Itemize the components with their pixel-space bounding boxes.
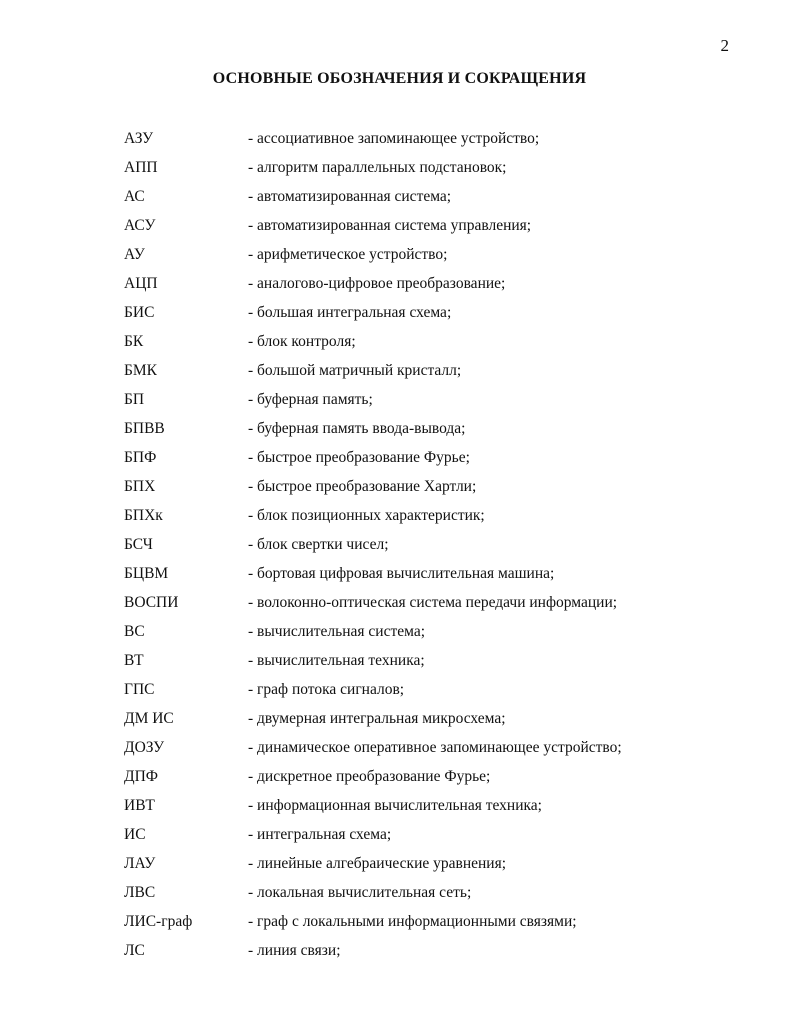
abbreviation-term: БМК — [124, 361, 158, 379]
abbreviation-term: ГПС — [124, 680, 155, 698]
abbreviation-row — [124, 588, 724, 617]
abbreviation-term: ВТ — [124, 651, 144, 669]
abbreviation-row — [124, 791, 724, 820]
page-title: ОСНОВНЫЕ ОБОЗНАЧЕНИЯ И СОКРАЩЕНИЯ — [212, 70, 587, 87]
abbreviation-term: ИС — [124, 825, 146, 843]
abbreviation-definition: - большой матричный кристалл; — [248, 361, 462, 379]
abbreviation-term: ДПФ — [124, 767, 159, 785]
abbreviation-definition: - алгоритм параллельных подстановок; — [248, 158, 507, 176]
abbreviation-definition: - граф потока сигналов; — [248, 680, 405, 698]
abbreviation-row — [124, 327, 724, 356]
abbreviation-row — [124, 559, 724, 588]
abbreviation-row — [124, 762, 724, 791]
abbreviation-definition: - двумерная интегральная микросхема; — [248, 709, 506, 727]
abbreviation-definition: - автоматизированная система управления; — [248, 216, 532, 234]
abbreviation-row — [124, 646, 724, 675]
abbreviation-row — [124, 849, 724, 878]
abbreviation-row — [124, 530, 724, 559]
abbreviation-row — [124, 182, 724, 211]
abbreviation-definition: - блок контроля; — [248, 332, 356, 350]
abbreviation-row — [124, 443, 724, 472]
abbreviation-definition: - арифметическое устройство; — [248, 245, 448, 263]
abbreviation-term: АУ — [124, 245, 145, 263]
abbreviation-definition: - большая интегральная схема; — [248, 303, 452, 321]
abbreviation-term: БПХк — [124, 506, 163, 524]
abbreviation-term: АСУ — [124, 216, 156, 234]
abbreviation-definition: - линия связи; — [248, 941, 341, 959]
abbreviation-definition: - дискретное преобразование Фурье; — [248, 767, 491, 785]
abbreviation-row — [124, 472, 724, 501]
abbreviation-definition: - буферная память; — [248, 390, 373, 408]
abbreviation-row — [124, 501, 724, 530]
abbreviation-term: ДОЗУ — [124, 738, 165, 756]
abbreviation-term: АПП — [124, 158, 158, 176]
abbreviation-definition: - линейные алгебраические уравнения; — [248, 854, 507, 872]
abbreviation-definition: - ассоциативное запоминающее устройство; — [248, 129, 540, 147]
abbreviation-definition: - волоконно-оптическая система передачи информации; — [248, 593, 618, 611]
abbreviation-term: БПВВ — [124, 419, 165, 437]
abbreviation-term: БП — [124, 390, 145, 408]
abbreviation-row — [124, 675, 724, 704]
abbreviation-row — [124, 733, 724, 762]
abbreviation-term: ЛС — [124, 941, 145, 959]
abbreviation-term: АЗУ — [124, 129, 154, 147]
abbreviation-term: БСЧ — [124, 535, 153, 553]
abbreviation-definition: - вычислительная техника; — [248, 651, 425, 669]
abbreviation-term: АЦП — [124, 274, 158, 292]
abbreviation-definition: - быстрое преобразование Фурье; — [248, 448, 470, 466]
abbreviation-term: БЦВМ — [124, 564, 169, 582]
abbreviation-definition: - вычислительная система; — [248, 622, 426, 640]
abbreviation-row — [124, 617, 724, 646]
abbreviation-row — [124, 269, 724, 298]
abbreviation-term: ЛАУ — [124, 854, 156, 872]
abbreviation-term: ВС — [124, 622, 145, 640]
abbreviation-definition: - интегральная схема; — [248, 825, 392, 843]
abbreviation-row — [124, 878, 724, 907]
abbreviation-term: БПХ — [124, 477, 156, 495]
abbreviation-definition: - аналогово-цифровое преобразование; — [248, 274, 506, 292]
abbreviation-definition: - буферная память ввода-вывода; — [248, 419, 466, 437]
abbreviation-definition: - динамическое оперативное запоминающее устройство; — [248, 738, 622, 756]
abbreviation-list — [124, 124, 724, 965]
abbreviation-row — [124, 907, 724, 936]
abbreviation-term: БК — [124, 332, 144, 350]
abbreviation-definition: - автоматизированная система; — [248, 187, 452, 205]
abbreviation-row — [124, 704, 724, 733]
abbreviation-definition: - блок позиционных характеристик; — [248, 506, 485, 524]
abbreviation-row — [124, 153, 724, 182]
page-number: 2 — [720, 36, 729, 55]
abbreviation-definition: - бортовая цифровая вычислительная машина; — [248, 564, 555, 582]
abbreviation-row — [124, 414, 724, 443]
abbreviation-term: АС — [124, 187, 145, 205]
abbreviation-term: ЛВС — [124, 883, 156, 901]
abbreviation-definition: - информационная вычислительная техника; — [248, 796, 542, 814]
abbreviation-row — [124, 385, 724, 414]
abbreviation-term: ЛИС-граф — [124, 912, 193, 930]
abbreviation-term: БПФ — [124, 448, 157, 466]
abbreviation-term: БИС — [124, 303, 155, 321]
abbreviation-definition: - блок свертки чисел; — [248, 535, 389, 553]
abbreviation-definition: - быстрое преобразование Хартли; — [248, 477, 477, 495]
abbreviation-row — [124, 124, 724, 153]
abbreviation-row — [124, 820, 724, 849]
abbreviation-term: ИВТ — [124, 796, 155, 814]
abbreviation-definition: - локальная вычислительная сеть; — [248, 883, 472, 901]
abbreviation-row — [124, 356, 724, 385]
abbreviation-row — [124, 936, 724, 965]
abbreviation-row — [124, 211, 724, 240]
abbreviation-row — [124, 240, 724, 269]
abbreviation-term: ДМ ИС — [124, 709, 174, 727]
abbreviation-term: ВОСПИ — [124, 593, 179, 611]
abbreviation-definition: - граф с локальными информационными связями; — [248, 912, 577, 930]
abbreviation-row — [124, 298, 724, 327]
